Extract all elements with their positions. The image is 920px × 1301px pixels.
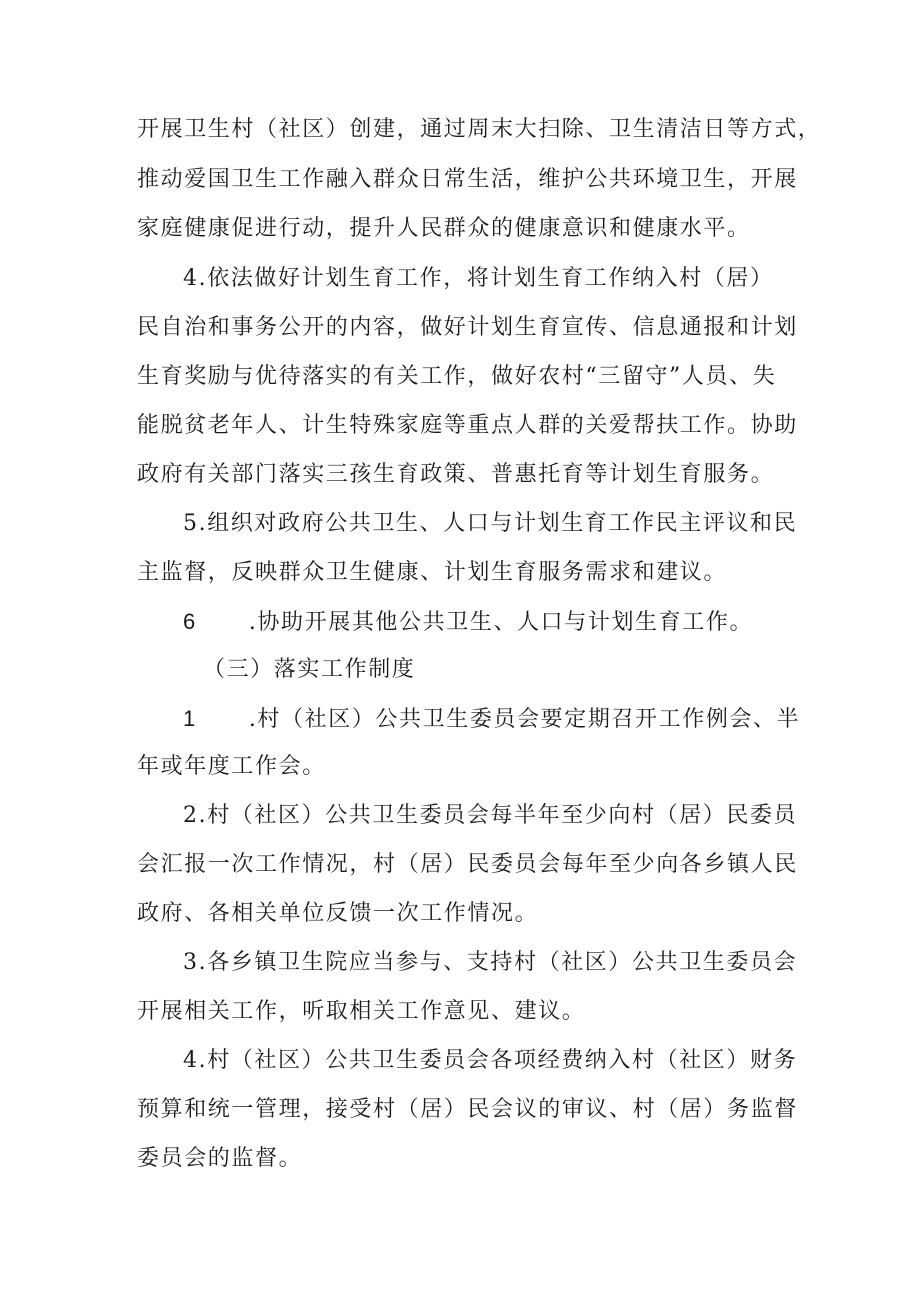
- paragraph-line: [183, 701, 843, 737]
- paragraph-line: 推动爱国卫生工作融入群众日常生活，维护公共环境卫生，开展: [137, 167, 798, 192]
- section-heading: （三）落实工作制度: [203, 657, 416, 682]
- paragraph-line: 3.各乡镇卫生院应当参与、支持村（社区）公共卫生委员会: [183, 950, 798, 975]
- paragraph-line: 政府、各相关单位反馈一次工作情况。: [137, 901, 539, 926]
- list-text: .协助开展其他公共卫生、人口与计划生育工作。: [248, 610, 754, 635]
- paragraph-line: 4.村（社区）公共卫生委员会各项经费纳入村（社区）财务: [183, 1048, 798, 1073]
- list-text: .村（社区）公共卫生委员会要定期召开工作例会、半: [248, 707, 801, 732]
- list-number: 1: [183, 706, 197, 731]
- paragraph-line: 委员会的监督。: [137, 1146, 303, 1171]
- paragraph-line: 政府有关部门落实三孩生育政策、普惠托育等计划生育服务。: [137, 462, 775, 487]
- paragraph-line: 能脱贫老年人、计生特殊家庭等重点人群的关爱帮扶工作。协助: [137, 413, 798, 438]
- paragraph-line: 5.组织对政府公共卫生、人口与计划生育工作民主评议和民: [183, 511, 798, 536]
- paragraph-line: [183, 604, 843, 640]
- paragraph-line: 开展卫生村（社区）创建，通过周末大扫除、卫生清洁日等方式，: [137, 117, 822, 142]
- paragraph-line: 会汇报一次工作情况，村（居）民委员会每年至少向各乡镇人民: [137, 852, 798, 877]
- paragraph-line: 民自治和事务公开的内容，做好计划生育宣传、信息通报和计划: [137, 315, 798, 340]
- paragraph-line: 2.村（社区）公共卫生委员会每半年至少向村（居）民委员: [183, 803, 798, 828]
- paragraph-line: 家庭健康促进行动，提升人民群众的健康意识和健康水平。: [137, 216, 751, 241]
- paragraph-line: 开展相关工作，听取相关工作意见、建议。: [137, 999, 586, 1024]
- paragraph-line: 4.依法做好计划生育工作，将计划生育工作纳入村（居）: [183, 266, 774, 291]
- paragraph-line: 主监督，反映群众卫生健康、计划生育服务需求和建议。: [137, 560, 728, 585]
- list-number: 6: [183, 609, 197, 634]
- paragraph-line: 年或年度工作会。: [137, 754, 326, 779]
- paragraph-line: 生育奖励与优待落实的有关工作，做好农村“三留守”人员、失: [137, 364, 777, 389]
- paragraph-line: 预算和统一管理，接受村（居）民会议的审议、村（居）务监督: [137, 1097, 798, 1122]
